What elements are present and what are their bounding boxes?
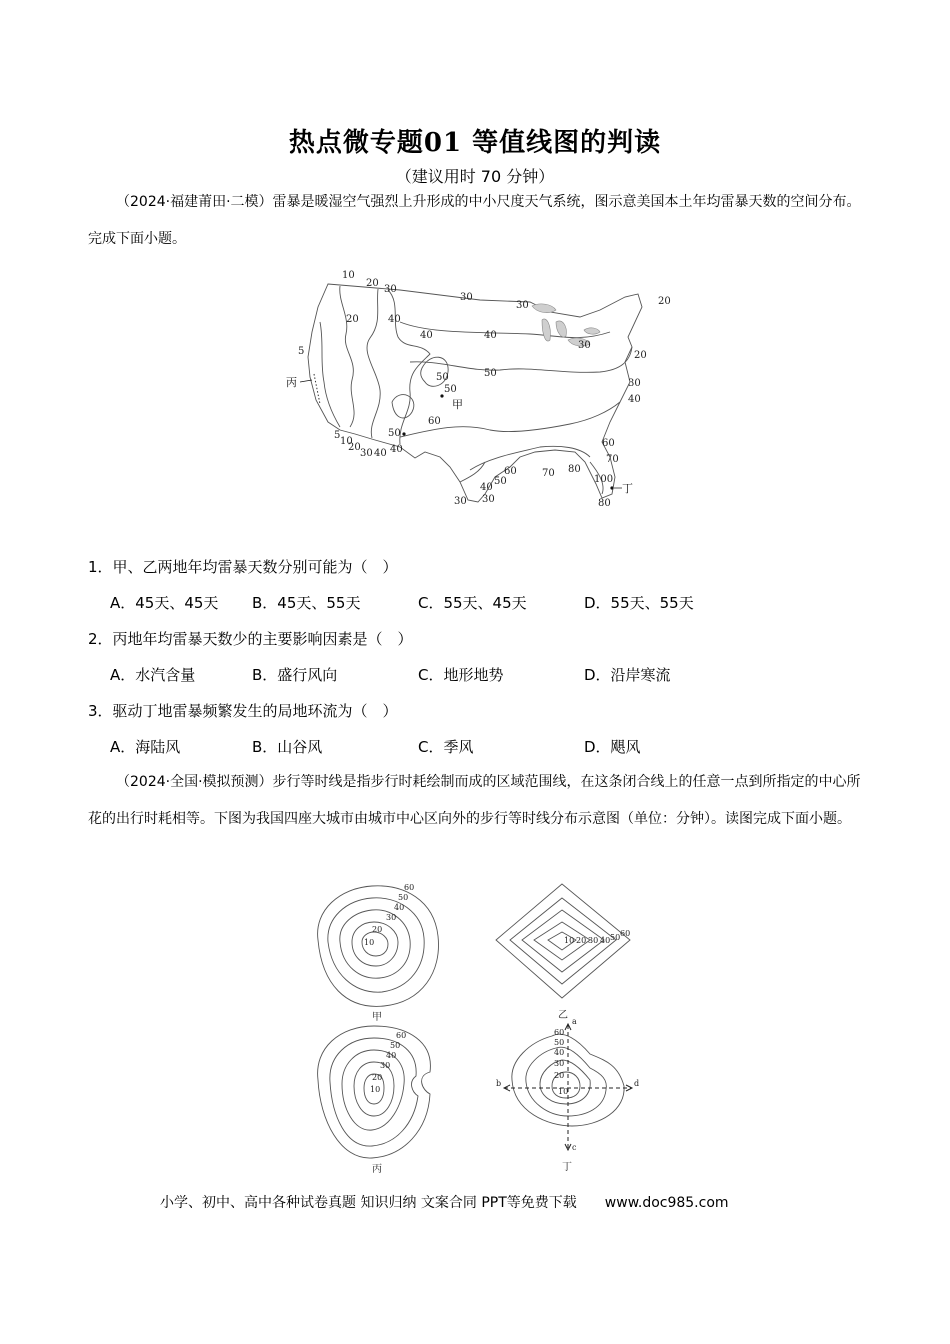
q3-option-a[interactable]: A．海陆风 [110,738,181,756]
q1-option-c[interactable]: C．55天、45天 [418,594,527,612]
isochrone-label: 10 [558,1087,569,1096]
isochrone-label: 40 [600,936,611,945]
contour-label: 20 [346,314,359,325]
contour-label: 60 [504,466,517,477]
footer-url[interactable]: www.doc985.com [604,1195,729,1211]
q2-option-c[interactable]: C．地形地势 [418,666,504,684]
direction-c: c [572,1143,577,1152]
isochrone-label: 60 [404,883,415,892]
direction-a: a [572,1017,577,1026]
isochrone-label: 10 [370,1085,381,1094]
isochrone-label: 30 [380,1061,391,1070]
contour-label: 30 [516,300,529,311]
contour-label: 30 [460,292,473,303]
contour-label: 70 [542,468,555,479]
contour-label: 30 [454,496,467,507]
page-footer [160,1192,820,1212]
contour-label: 40 [388,314,401,325]
question-3: 3．驱动丁地雷暴频繁发生的局地环流为（ ） [88,702,398,720]
isochrone-label: 30 [588,936,599,945]
q3-option-c[interactable]: C．季风 [418,738,474,756]
panel-jia [318,886,439,1007]
isochrone-label: 50 [390,1041,401,1050]
place-jia: 甲 [452,398,463,411]
intro-paragraph-2: （2024·全国·模拟预测）步行等时线是指步行时耗绘制而成的区域范围线，在这条闭合线上的任意一点到所指定的中心所花的出行时耗相等。下图为我国四座大城市由城市中心区向外的步行等时线分布示意图（单位：分钟）。读图完成下面小题。 [88,774,861,827]
q1-option-d[interactable]: D．55天、55天 [584,594,694,612]
contour-label: 50 [444,384,457,395]
contour-label: 20 [658,296,671,307]
contour-label: 5 [334,430,341,441]
intro-paragraph-1: （2024·福建莆田·二模）雷暴是暖湿空气强烈上升形成的中小尺度天气系统，图示意美国本土年均雷暴天数的空间分布。完成下面小题。 [88,194,861,247]
isochrone-label: 20 [372,1073,383,1082]
contour-label: 80 [568,464,581,475]
contour-label: 20 [348,442,361,453]
isochrone-maps [300,880,650,1175]
isochrone-label: 10 [364,938,375,947]
footer-text: 小学、初中、高中各种试卷真题 知识归纳 文案合同 PPT等免费下载 [160,1195,577,1211]
question-2: 2．丙地年均雷暴天数少的主要影响因素是（ ） [88,630,413,648]
contour-label: 70 [606,454,619,465]
place-ding: 丁 [622,482,633,495]
isochrone-label: 50 [398,893,409,902]
contour-label: 30 [482,494,495,505]
isochrone-label: 50 [554,1038,565,1047]
contour-label: 30 [628,378,641,389]
contour-label: 40 [484,330,497,341]
contour-label: 30 [384,284,397,295]
isochrone-label: 10 [564,936,575,945]
q1-option-b[interactable]: B．45天、55天 [252,594,361,612]
q2-option-b[interactable]: B．盛行风向 [252,666,338,684]
contour-label: 100 [594,474,614,485]
panel-label-ding: 丁 [562,1162,572,1173]
place-bing: 丙 [286,376,297,389]
q2-option-a[interactable]: A．水汽含量 [110,666,196,684]
isochrone-label: 20 [554,1071,565,1080]
q3-option-d[interactable]: D．飓风 [584,738,641,756]
isochrone-label: 40 [554,1048,565,1057]
contour-label: 60 [428,416,441,427]
contour-label: 10 [342,270,355,281]
contour-label: 80 [598,498,611,509]
panel-label-bing: 丙 [372,1164,382,1175]
contour-label: 20 [634,350,647,361]
q3-option-b[interactable]: B．山谷风 [252,738,323,756]
isochrone-label: 30 [386,913,397,922]
panel-label-yi: 乙 [558,1010,568,1021]
page-subtitle: （建议用时 70 分钟） [395,167,555,186]
isochrone-label: 50 [610,933,621,942]
page-title: 热点微专题01 等值线图的判读 [288,128,662,158]
isochrone-label: 60 [554,1028,565,1037]
contour-label: 20 [366,278,379,289]
contour-label: 5 [298,346,305,357]
q1-option-a[interactable]: A．45天、45天 [110,594,219,612]
contour-label: 10 [340,436,353,447]
isochrone-label: 20 [372,925,383,934]
contour-label: 40 [480,482,493,493]
contour-label: 40 [374,448,387,459]
question-1: 1．甲、乙两地年均雷暴天数分别可能为（ ） [88,558,398,576]
direction-d: d [634,1079,640,1088]
isochrone-label: 40 [394,903,405,912]
contour-label: 50 [484,368,497,379]
contour-label: 40 [628,394,641,405]
isochrone-label: 40 [386,1051,397,1060]
isochrone-label: 20 [576,936,587,945]
isochrone-label: 30 [554,1059,565,1068]
contour-label: 40 [420,330,433,341]
contour-label: 50 [388,428,401,439]
contour-label: 30 [578,340,591,351]
direction-b: b [496,1079,502,1088]
isochrone-label: 60 [396,1031,407,1040]
isochrone-label: 60 [620,929,631,938]
contour-label: 40 [390,444,403,455]
us-thunderstorm-map [280,262,680,514]
contour-label: 50 [494,476,507,487]
contour-label: 30 [360,448,373,459]
panel-label-jia: 甲 [372,1012,382,1023]
q2-option-d[interactable]: D．沿岸寒流 [584,666,671,684]
contour-label: 50 [436,372,449,383]
contour-label: 60 [602,438,615,449]
